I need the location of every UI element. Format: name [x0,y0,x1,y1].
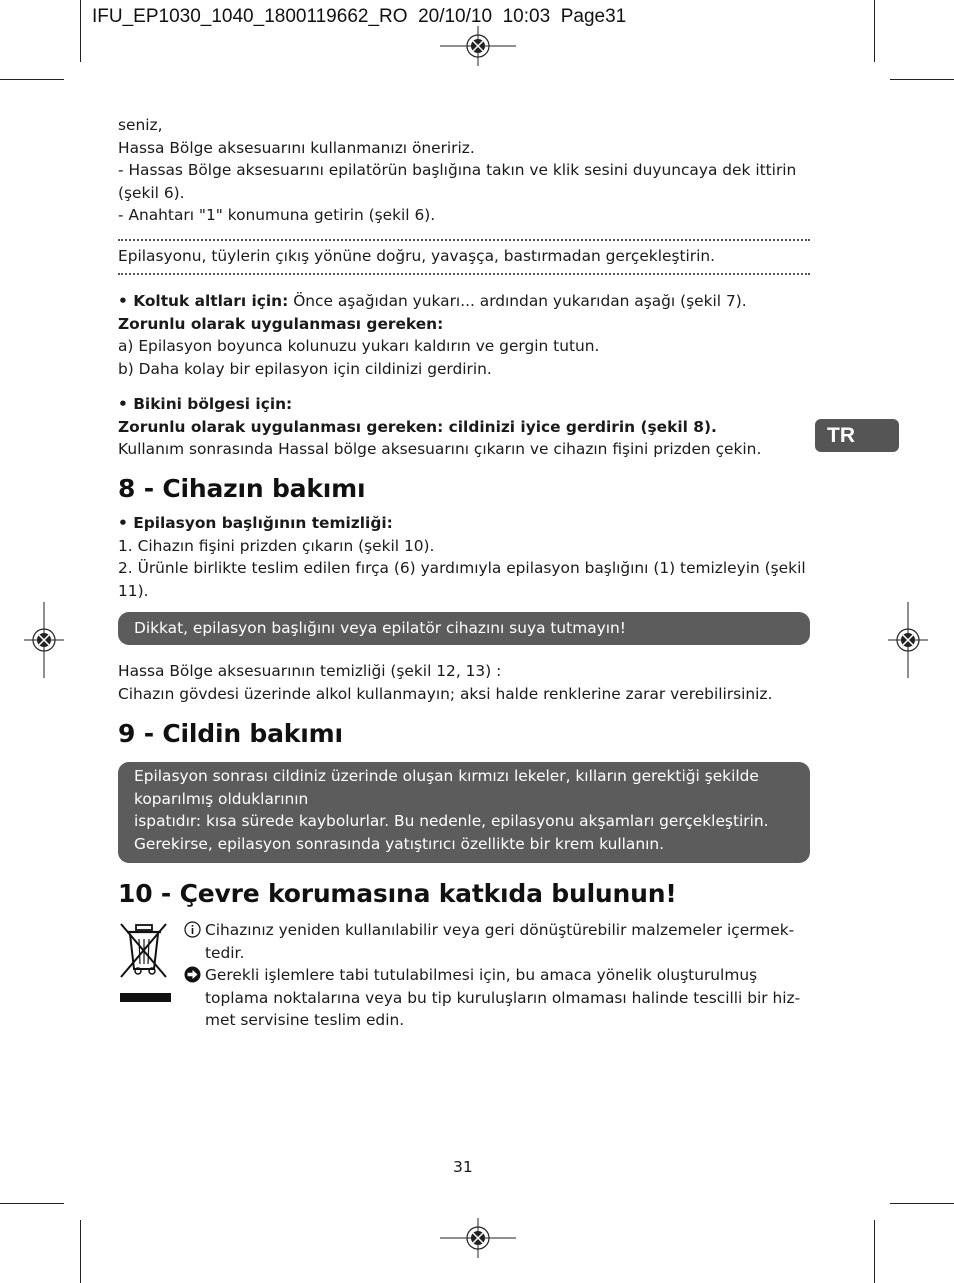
intro-line: - Anahtarı "1" konumuna getirin (şekil 6). [118,206,436,225]
cleaning-text [118,660,810,705]
registration-mark-icon [440,1218,516,1258]
section-8-title: 8 - Cihazın bakımı [118,474,366,503]
intro-text [118,114,810,227]
language-tab: TR [815,419,899,452]
slug-file: IFU_EP1030_1040_1800119662_RO [92,6,408,27]
page-number: 31 [453,1158,473,1176]
section-8-sub: • Epilasyon başlığının temizliği: [118,514,393,532]
crossed-out-bin-icon [118,921,174,1005]
armpit-section [118,290,810,380]
crop-mark [80,0,81,62]
armpit-line [118,290,810,313]
section-10-title: 10 - Çevre korumasına katkıda bulunun! [118,879,677,908]
environment-item-text: Cihazınız yeniden kullanılabilir veya geri dönüştürebilir malzemeler içermek-tedir. [205,921,795,962]
registration-mark-icon [888,602,928,678]
crop-mark [874,1220,875,1283]
cleaning-line: Cihazın gövdesi üzerinde alkol kullanmayın; aksi halde renklerine zarar verebilirsiniz. [118,684,773,703]
registration-mark-icon [24,602,64,678]
slug-page: Page31 [560,6,627,27]
intro-line: Hassa Bölge aksesuarını kullanmanızı öneririz. [118,138,475,157]
armpit-rest: Önce aşağıdan yukarı... ardından yukarıdan aşağı (şekil 7). [288,292,747,310]
crop-mark [0,79,64,80]
bikini-after: Kullanım sonrasında Hassal bölge aksesuarını çıkarın ve cihazın fişini prizden çekin. [118,440,762,459]
slug-time: 10:03 [502,6,551,27]
registration-mark-icon [440,26,516,66]
crop-mark [0,1203,64,1204]
info-icon [184,921,201,938]
intro-line: - Hassas Bölge aksesuarını epilatörün başlığına takın ve klik sesini duyuncaya dek ittirin (şekil 6). [118,161,797,202]
bikini-must: Zorunlu olarak uygulanması gereken: cildinizi iyice gerdirin (şekil 8). [118,417,717,436]
arrow-right-circle-icon [184,966,201,983]
skin-care-line: Epilasyon sonrası cildiniz üzerinde oluşan kırmızı lekeler, kılların gerektiği şekilde koparılmış olduklarının [134,767,759,808]
skin-care-line: ispatıdır: kısa sürede kaybolurlar. Bu nedenle, epilasyonu akşamları gerçekleştirin. Gerekirse, epilasyon sonrasında yatıştırıcı özellikte bir krem kullanın. [134,812,769,853]
section-8-step: 1. Cihazın fişini prizden çıkarın (şekil 10). [118,536,435,555]
cleaning-line: Hassa Bölge aksesuarının temizliği (şekil 12, 13) : [118,662,502,680]
skin-care-box [118,762,810,863]
crop-mark [890,1203,954,1204]
section-8-body [118,512,810,602]
environment-item [184,964,812,1032]
warning-box: Dikkat, epilasyon başlığını veya epilatör cihazını suya tutmayın! [118,612,810,645]
armpit-lead: • Koltuk altları için: [118,292,289,310]
armpit-item: a) Epilasyon boyunca kolunuzu yukarı kaldırın ve gergin tutun. [118,337,600,356]
dotted-divider [118,239,810,241]
crop-mark [874,0,875,62]
intro-line: seniz, [118,116,163,134]
dotted-note: Epilasyonu, tüylerin çıkış yönüne doğru, yavaşça, bastırmadan gerçekleştirin. [118,247,716,265]
bikini-section [118,393,810,461]
environment-item [184,919,812,964]
crop-mark [80,1220,81,1283]
dotted-divider [118,273,810,275]
section-8-step: 2. Ürünle birlikte teslim edilen fırça (6) yardımıyla epilasyon başlığını (1) temizleyin (şekil 11). [118,559,806,600]
slug-date: 20/10/10 [418,6,493,27]
armpit-must-title: Zorunlu olarak uygulanması gereken: [118,314,444,333]
section-9-title: 9 - Cildin bakımı [118,719,343,748]
environment-item-text: Gerekli işlemlere tabi tutulabilmesi için, bu amaca yönelik oluşturulmuş toplama noktalarına veya bu tip kuruluşların olmaması halinde tescilli bir hiz-met servisine teslim edin. [205,966,801,1030]
crop-mark [890,79,954,80]
bikini-title: • Bikini bölgesi için: [118,395,293,413]
environment-list [184,919,812,1032]
armpit-item: b) Daha kolay bir epilasyon için cildinizi gerdirin. [118,359,492,378]
print-slug [92,6,626,28]
